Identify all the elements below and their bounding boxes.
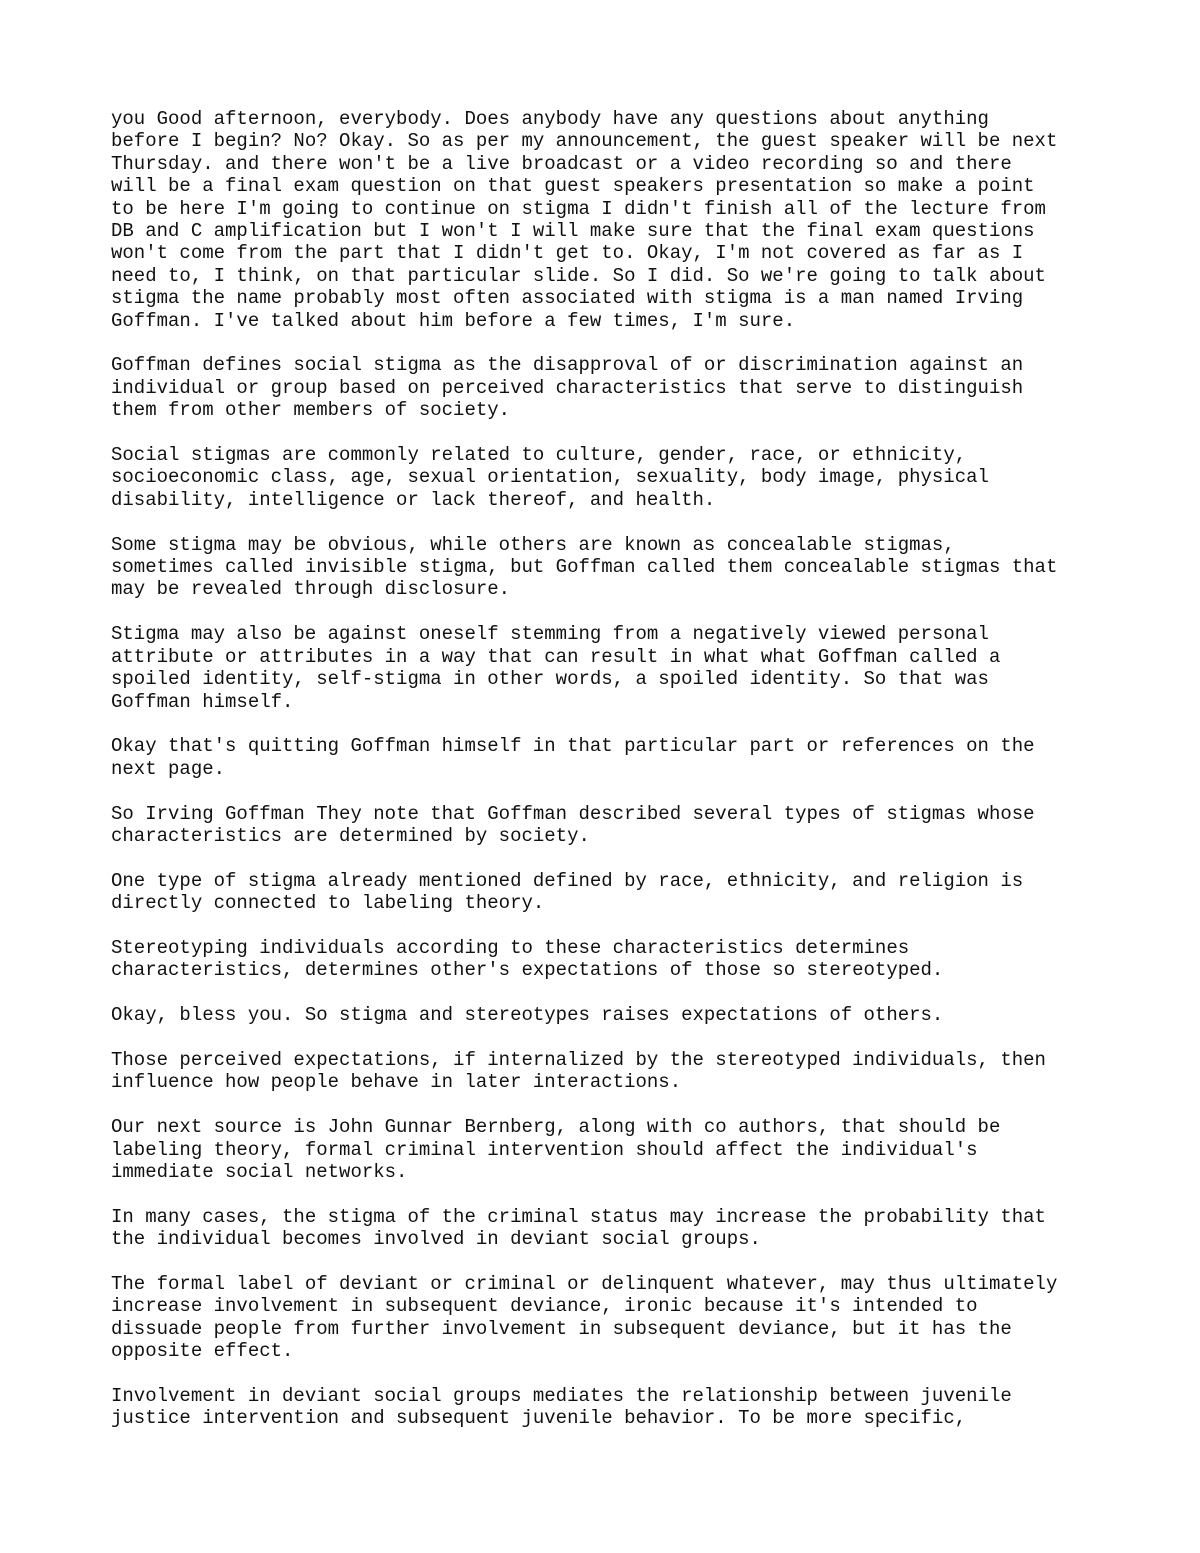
paragraph-self-stigma: Stigma may also be against oneself stemming from a negatively viewed personal attribute or attributes in a way that can result in what what Goffman called a spoiled identity, self-stigma in other words, a spoiled identity. So that was Goffman himself. [111, 623, 1001, 713]
paragraph-criminal-status: In many cases, the stigma of the criminal status may increase the probability that the individual becomes involved in deviant social groups. [111, 1205, 1046, 1251]
paragraph-concealable-stigma: Some stigma may be obvious, while others are known as concealable stigmas, sometimes called invisible stigma, but Goffman called them concealable stigmas that may be revealed through disclosure. [111, 533, 1058, 601]
paragraph-bernberg: Our next source is John Gunnar Bernberg, along with co authors, that should be labeling theory, formal criminal intervention should affect the individual's immediate social networks. [111, 1116, 1001, 1183]
paragraph-intro: you Good afternoon, everybody. Does anybody have any questions about anything before I begin? No? Okay. So as per my announcement, the guest speaker will be next Thursday. and there won't be a live broadcast or a video recording so and there will be a final exam question on that guest speakers presentation so make a point to be here I'm going to continue on stigma I didn't finish all of the lecture from DB and C amplification but I won't I will make sure that the final exam questions won't come from the part that I didn't get to. Okay, I'm not covered as far as I need to, I think, on that particular slide. So I did. So we're going to talk about stigma the name probably most often associated with stigma is a man named Irving Goffman. I've talked about him before a few times, I'm sure. [111, 108, 1058, 332]
paragraph-references: Okay that's quitting Goffman himself in that particular part or references on the next page. [111, 735, 1035, 780]
paragraph-goffman-definition: Goffman defines social stigma as the disapproval of or discrimination against an individual or group based on perceived characteristics that serve to distinguish them from other members of society. [111, 354, 1024, 422]
transcript-page [111, 108, 1111, 1452]
paragraph-stigma-categories: Social stigmas are commonly related to culture, gender, race, or ethnicity, socioeconomic class, age, sexual orientation, sexuality, body image, physical disability, intelligence or lack thereof, and health. [111, 444, 989, 511]
paragraph-expectations: Okay, bless you. So stigma and stereotypes raises expectations of others. [111, 1004, 944, 1027]
paragraph-internalized: Those perceived expectations, if internalized by the stereotyped individuals, then influence how people behave in later interactions. [111, 1048, 1046, 1094]
paragraph-deviant-groups: Involvement in deviant social groups mediates the relationship between juvenile justice intervention and subsequent juvenile behavior. To be more specific, [111, 1384, 1012, 1430]
paragraph-labeling-theory: One type of stigma already mentioned defined by race, ethnicity, and religion is directly connected to labeling theory. [111, 869, 1024, 915]
paragraph-formal-label: The formal label of deviant or criminal or delinquent whatever, may thus ultimately increase involvement in subsequent deviance, ironic because it's intended to dissuade people from further involvement in subsequent deviance, but it has the opposite effect. [111, 1272, 1058, 1363]
paragraph-types-of-stigma: So Irving Goffman They note that Goffman described several types of stigmas whose characteristics are determined by society. [111, 802, 1035, 847]
paragraph-stereotyping: Stereotyping individuals according to these characteristics determines characteristics, determines other's expectations of those so stereotyped. [111, 936, 944, 982]
